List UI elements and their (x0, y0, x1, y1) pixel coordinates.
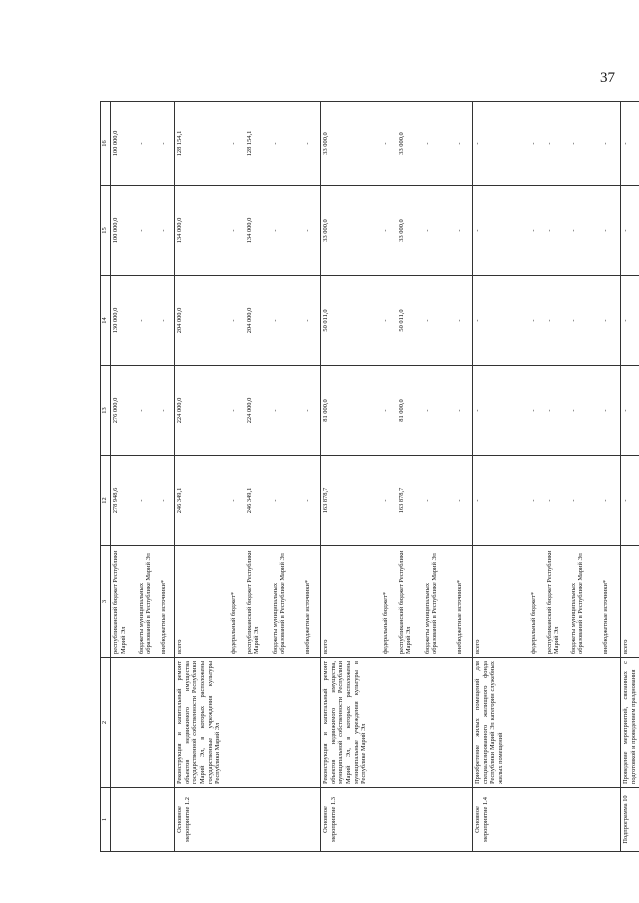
table-cell-value: - (601, 276, 621, 366)
table-cell-value: - (303, 366, 321, 456)
table-cell-value: 50 011,0 (397, 276, 423, 366)
table-cell-value: - (601, 366, 621, 456)
table-row (621, 102, 639, 852)
table-cell-source: бюджеты муниципальных образований в Республике Марий Эл (569, 546, 601, 658)
table-cell-value: - (303, 456, 321, 546)
table-cell-value: - (229, 366, 245, 456)
table-cell-source: внебюджетные источники* (303, 546, 321, 658)
table-row (303, 102, 321, 852)
table-cell-value: 224 000,0 (175, 366, 229, 456)
table-cell-value: - (423, 186, 455, 276)
table-cell-value: 246 349,1 (245, 456, 271, 546)
table-cell-value: - (473, 186, 529, 276)
table-cell-value: - (381, 102, 397, 186)
table-cell-value: - (529, 102, 545, 186)
table-cell-name (137, 658, 159, 788)
table-cell-activity (137, 788, 159, 852)
table-cell-value: - (303, 276, 321, 366)
table-cell-source: внебюджетные источники* (455, 546, 473, 658)
table-cell-value: - (455, 276, 473, 366)
table-cell-value: 163 878,7 (397, 456, 423, 546)
table-cell-value: - (473, 456, 529, 546)
table-cell-value: 33 000,0 (321, 186, 381, 276)
table-cell-value: - (381, 366, 397, 456)
table-cell-value: - (473, 102, 529, 186)
table-cell-value: - (271, 102, 303, 186)
table-cell-activity (397, 788, 423, 852)
table-cell-activity: Основное мероприятие 1.4 (473, 788, 529, 852)
table-cell-source: всего (321, 546, 381, 658)
table-row (245, 102, 271, 852)
table-cell-value: - (601, 186, 621, 276)
col-header: 14 (101, 276, 111, 366)
table-cell-activity (111, 788, 137, 852)
table-cell-value: - (271, 186, 303, 276)
table-cell-value: 50 011,0 (321, 276, 381, 366)
table-cell-value: 33 000,0 (397, 186, 423, 276)
table-body (111, 102, 639, 852)
table-cell-value: - (529, 276, 545, 366)
table-cell-value: 33 000,0 (321, 102, 381, 186)
table-cell-activity (303, 788, 321, 852)
table-cell-value: - (621, 102, 639, 186)
table-cell-value: - (455, 366, 473, 456)
table-row (569, 102, 601, 852)
table-cell-value: - (455, 186, 473, 276)
col-header: 12 (101, 456, 111, 546)
table-cell-activity (455, 788, 473, 852)
table-cell-value: - (569, 102, 601, 186)
table-cell-name (545, 658, 569, 788)
table-cell-source: федеральный бюджет* (381, 546, 397, 658)
table-cell-name (229, 658, 245, 788)
table-cell-value: - (423, 102, 455, 186)
table-cell-name (455, 658, 473, 788)
table-cell-name (271, 658, 303, 788)
table-cell-value: - (529, 456, 545, 546)
table-cell-source: бюджеты муниципальных образований в Республике Марий Эл (137, 546, 159, 658)
table-cell-value: - (229, 186, 245, 276)
col-header: 2 (101, 658, 111, 788)
table-cell-activity (545, 788, 569, 852)
table-cell-source: республиканский бюджет Республики Марий Эл (397, 546, 423, 658)
col-header: 1 (101, 788, 111, 852)
table-cell-activity (229, 788, 245, 852)
table-cell-value: - (601, 102, 621, 186)
table-cell-name (423, 658, 455, 788)
table-cell-value: - (137, 276, 159, 366)
table-cell-value: - (229, 276, 245, 366)
table-cell-value: - (473, 366, 529, 456)
table-row (423, 102, 455, 852)
table-cell-source: республиканский бюджет Республики Марий Эл (111, 546, 137, 658)
table-cell-value: - (137, 186, 159, 276)
table-cell-value: - (455, 102, 473, 186)
col-header: 16 (101, 102, 111, 186)
table-row (381, 102, 397, 852)
table-cell-value: - (545, 456, 569, 546)
table-cell-value: - (271, 366, 303, 456)
table-cell-activity: Основное мероприятие 1.2 (175, 788, 229, 852)
table-cell-source: бюджеты муниципальных образований в Республике Марий Эл (423, 546, 455, 658)
table-cell-value: - (529, 366, 545, 456)
table-cell-value: - (381, 276, 397, 366)
table-cell-name (245, 658, 271, 788)
table-cell-name (601, 658, 621, 788)
table-row (159, 102, 175, 852)
table-cell-value: - (529, 186, 545, 276)
table-row (455, 102, 473, 852)
table-cell-value: 81 000,0 (321, 366, 381, 456)
table-row (473, 102, 529, 852)
table-cell-value: - (159, 276, 175, 366)
table-cell-name: Реконструкция и капитальный ремонт объектов недвижимого имущества, муниципальной собственности Республики Марий Эл, в которых расположены муниципальные учреждения культуры в Республике Марий Эл (321, 658, 381, 788)
table-cell-name (529, 658, 545, 788)
table-row (321, 102, 381, 852)
table-cell-value: - (545, 186, 569, 276)
table-cell-source: республиканский бюджет Республики Марий Эл (545, 546, 569, 658)
table-cell-value: - (303, 102, 321, 186)
table-cell-value: 81 000,0 (397, 366, 423, 456)
table-cell-value: - (159, 366, 175, 456)
table-cell-value: - (455, 456, 473, 546)
table-cell-value: - (229, 456, 245, 546)
table-cell-activity (423, 788, 455, 852)
table-cell-value: - (271, 276, 303, 366)
table-cell-value: - (569, 366, 601, 456)
table-cell-value: 163 878,7 (321, 456, 381, 546)
table-cell-value: 134 000,0 (175, 186, 229, 276)
table-cell-value: 246 349,1 (175, 456, 229, 546)
table-row (137, 102, 159, 852)
table-cell-value: - (545, 102, 569, 186)
table-cell-name: Проведение мероприятий, связанных с подготовкой и проведением празднования (621, 658, 639, 788)
table-cell-activity (569, 788, 601, 852)
table-cell-value: 204 000,0 (175, 276, 229, 366)
table-row (397, 102, 423, 852)
table-cell-value: - (601, 456, 621, 546)
table-row (545, 102, 569, 852)
table-cell-value: - (621, 276, 639, 366)
table-cell-value: - (159, 102, 175, 186)
table-cell-source: всего (473, 546, 529, 658)
table-cell-value: 204 000,0 (245, 276, 271, 366)
table-cell-value: - (621, 366, 639, 456)
table-cell-activity: Основное мероприятие 1.3 (321, 788, 381, 852)
table-row (601, 102, 621, 852)
table-cell-source: внебюджетные источники* (601, 546, 621, 658)
table-cell-name: Приобретение жилых помещений для специализированного жилищного фонда Республики Марий Эл категории служебных жилых помещений (473, 658, 529, 788)
table-cell-activity (159, 788, 175, 852)
table-cell-value: - (569, 456, 601, 546)
table-cell-value: - (159, 186, 175, 276)
table-cell-name (381, 658, 397, 788)
table-cell-activity (381, 788, 397, 852)
table-cell-value: 100 000,0 (111, 186, 137, 276)
table-cell-value: 128 154,1 (245, 102, 271, 186)
table-cell-activity: Подпрограмма 10 (621, 788, 639, 852)
table-cell-source: внебюджетные источники* (159, 546, 175, 658)
table-row (229, 102, 245, 852)
table-cell-value: - (569, 276, 601, 366)
table-cell-value: - (621, 456, 639, 546)
table-cell-name (111, 658, 137, 788)
table-cell-source: всего (175, 546, 229, 658)
table-row (271, 102, 303, 852)
header-row (101, 102, 111, 852)
table-cell-value: - (137, 456, 159, 546)
table-cell-activity (271, 788, 303, 852)
table-cell-name (303, 658, 321, 788)
table-cell-value: - (159, 456, 175, 546)
table-cell-value: - (423, 276, 455, 366)
page-number: 37 (600, 70, 615, 86)
table-cell-source: федеральный бюджет* (229, 546, 245, 658)
table-cell-value: - (137, 366, 159, 456)
table-cell-value: 33 000,0 (397, 102, 423, 186)
table-cell-source: всего (621, 546, 639, 658)
table-cell-value: - (137, 102, 159, 186)
table-cell-activity (529, 788, 545, 852)
table-cell-name: Реконструкция и капитальный ремонт объектов недвижимого имущества государственной собственности Республики Марий Эл, в которых расположены государственные учреждения культуры Республики Марий Эл (175, 658, 229, 788)
table-cell-value: - (423, 456, 455, 546)
table-cell-value: - (473, 276, 529, 366)
table-cell-name (159, 658, 175, 788)
table-row (529, 102, 545, 852)
budget-table (100, 101, 639, 852)
table-cell-value: - (569, 186, 601, 276)
table-cell-value: 278 948,6 (111, 456, 137, 546)
budget-table-rotated (100, 102, 637, 852)
table-cell-value: - (229, 102, 245, 186)
table-cell-value: - (381, 186, 397, 276)
table-cell-value: - (271, 456, 303, 546)
table-row (175, 102, 229, 852)
table-cell-name (569, 658, 601, 788)
table-cell-value: - (423, 366, 455, 456)
table-cell-value: 224 000,0 (245, 366, 271, 456)
table-cell-value: 130 000,0 (111, 276, 137, 366)
table-cell-activity (601, 788, 621, 852)
table-cell-source: федеральный бюджет* (529, 546, 545, 658)
table-cell-value: 100 000,0 (111, 102, 137, 186)
table-cell-value: 276 000,0 (111, 366, 137, 456)
col-header: 13 (101, 366, 111, 456)
table-cell-value: - (303, 186, 321, 276)
table-cell-value: - (621, 186, 639, 276)
table-row (111, 102, 137, 852)
col-header: 15 (101, 186, 111, 276)
col-header: 3 (101, 546, 111, 658)
table-cell-source: бюджеты муниципальных образований в Республике Марий Эл (271, 546, 303, 658)
table-cell-value: - (545, 276, 569, 366)
table-cell-value: - (545, 366, 569, 456)
table-cell-value: 128 154,1 (175, 102, 229, 186)
table-cell-activity (245, 788, 271, 852)
table-cell-name (397, 658, 423, 788)
table-cell-value: 134 000,0 (245, 186, 271, 276)
table-cell-value: - (381, 456, 397, 546)
table-cell-source: республиканский бюджет Республики Марий Эл (245, 546, 271, 658)
